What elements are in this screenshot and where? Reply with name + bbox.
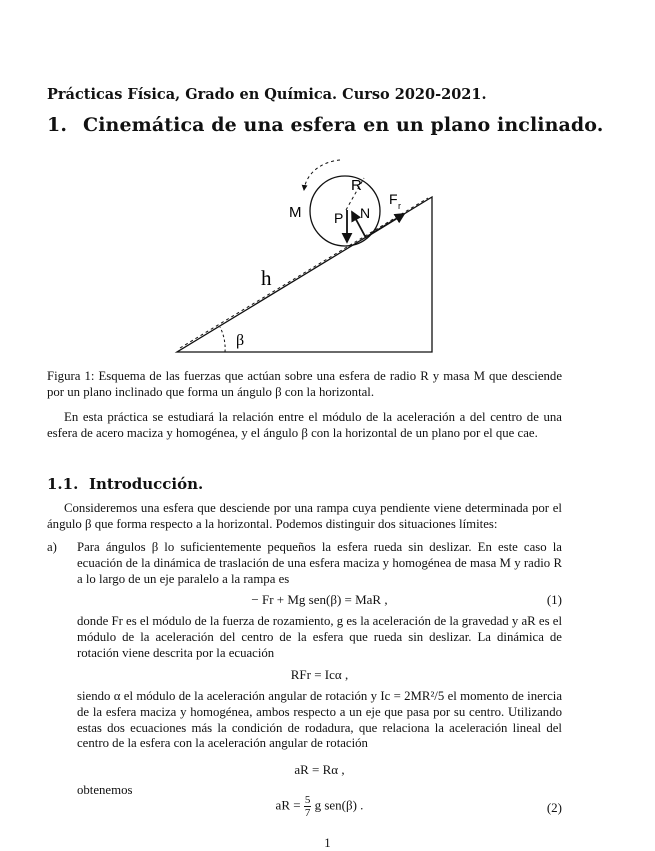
label-F: F — [389, 191, 398, 207]
intro-paragraph: En esta práctica se estudiará la relación entre el módulo de la aceleración a del centro de una esfera de acero maciza y homogénea, y el ángulo β con la horizontal de un plano por el que cae. — [47, 410, 562, 440]
rotation-arrow — [304, 160, 340, 190]
section-title — [47, 114, 603, 136]
label-beta: β — [236, 332, 245, 349]
item-a-text-1: Para ángulos β lo suficientemente pequeños la esfera rueda sin deslizar. En este caso la ecuación de la dinámica de traslación de una esfera maciza y homogénea de masa M y radio R a lo largo de un eje paralelo a la rampa es — [77, 540, 562, 586]
document-header: Prácticas Física, Grado en Química. Curso 2020-2021. — [47, 86, 487, 103]
page-number: 1 — [324, 836, 331, 850]
list-item-label: a) — [47, 540, 57, 554]
label-R: R — [351, 177, 362, 194]
equation-2-rhs: g sen(β) . — [314, 797, 364, 813]
equation-1 — [77, 592, 562, 608]
label-P: P — [334, 210, 344, 226]
figure-caption: Figura 1: Esquema de las fuerzas que actúan sobre una esfera de radio R y masa M que desciende por un plano inclinado que forma un ángulo β con la horizontal. — [47, 369, 562, 399]
equation-1-number: (1) — [546, 592, 562, 607]
subsection-title — [47, 475, 203, 493]
equation-2-lhs: aR = — [275, 797, 301, 813]
inclined-plane-figure — [170, 152, 440, 362]
equation-2 — [77, 794, 562, 819]
label-F-sub: r — [398, 201, 401, 211]
fraction-numerator: 5 — [304, 794, 311, 806]
fraction-denominator: 7 — [304, 807, 311, 819]
label-h: h — [261, 266, 272, 290]
subsection-title-text: Introducción. — [89, 475, 204, 493]
equation-rolling: aR = Rα , — [294, 762, 345, 777]
height-dimension-line — [180, 198, 428, 348]
label-M: M — [289, 204, 302, 221]
angle-arc — [220, 327, 225, 352]
label-N: N — [360, 205, 371, 221]
section-number: 1. — [47, 114, 68, 136]
equation-rotation: RFr = Icα , — [290, 667, 349, 682]
item-a-text-3: siendo α el módulo de la aceleración angular de rotación y Ic = 2MR²/5 el momento de inercia de la esfera maciza y homogénea, ambos respecto a un eje que pasa por su centro. Utilizando estas dos ecuaciones más la condición de rodadura, que relaciona la aceleración lineal del centro de la esfera con la aceleración angular de rotación — [77, 689, 562, 751]
equation-1-body: − Fr + Mg sen(β) = MaR , — [251, 592, 388, 607]
subsection-number: 1.1. — [47, 475, 79, 493]
equation-2-number: (2) — [546, 800, 562, 815]
subsection-paragraph: Consideremos una esfera que desciende por una rampa cuya pendiente viene determinada por el ángulo β que forma respecto a la horizontal. Podemos distinguir dos situaciones límites: — [47, 501, 562, 531]
section-title-text: Cinemática de una esfera en un plano inclinado. — [83, 114, 604, 136]
item-a-text-2: donde Fr es el módulo de la fuerza de rozamiento, g es la aceleración de la gravedad y aR es el módulo de la aceleración del centro de la esfera que rueda sin deslizar. La dinámica de rotación viene descrita por la ecuación — [77, 614, 563, 660]
fraction-5-7 — [304, 794, 312, 819]
item-a-text-4: obtenemos — [77, 783, 133, 797]
friction-arrow — [368, 214, 404, 236]
